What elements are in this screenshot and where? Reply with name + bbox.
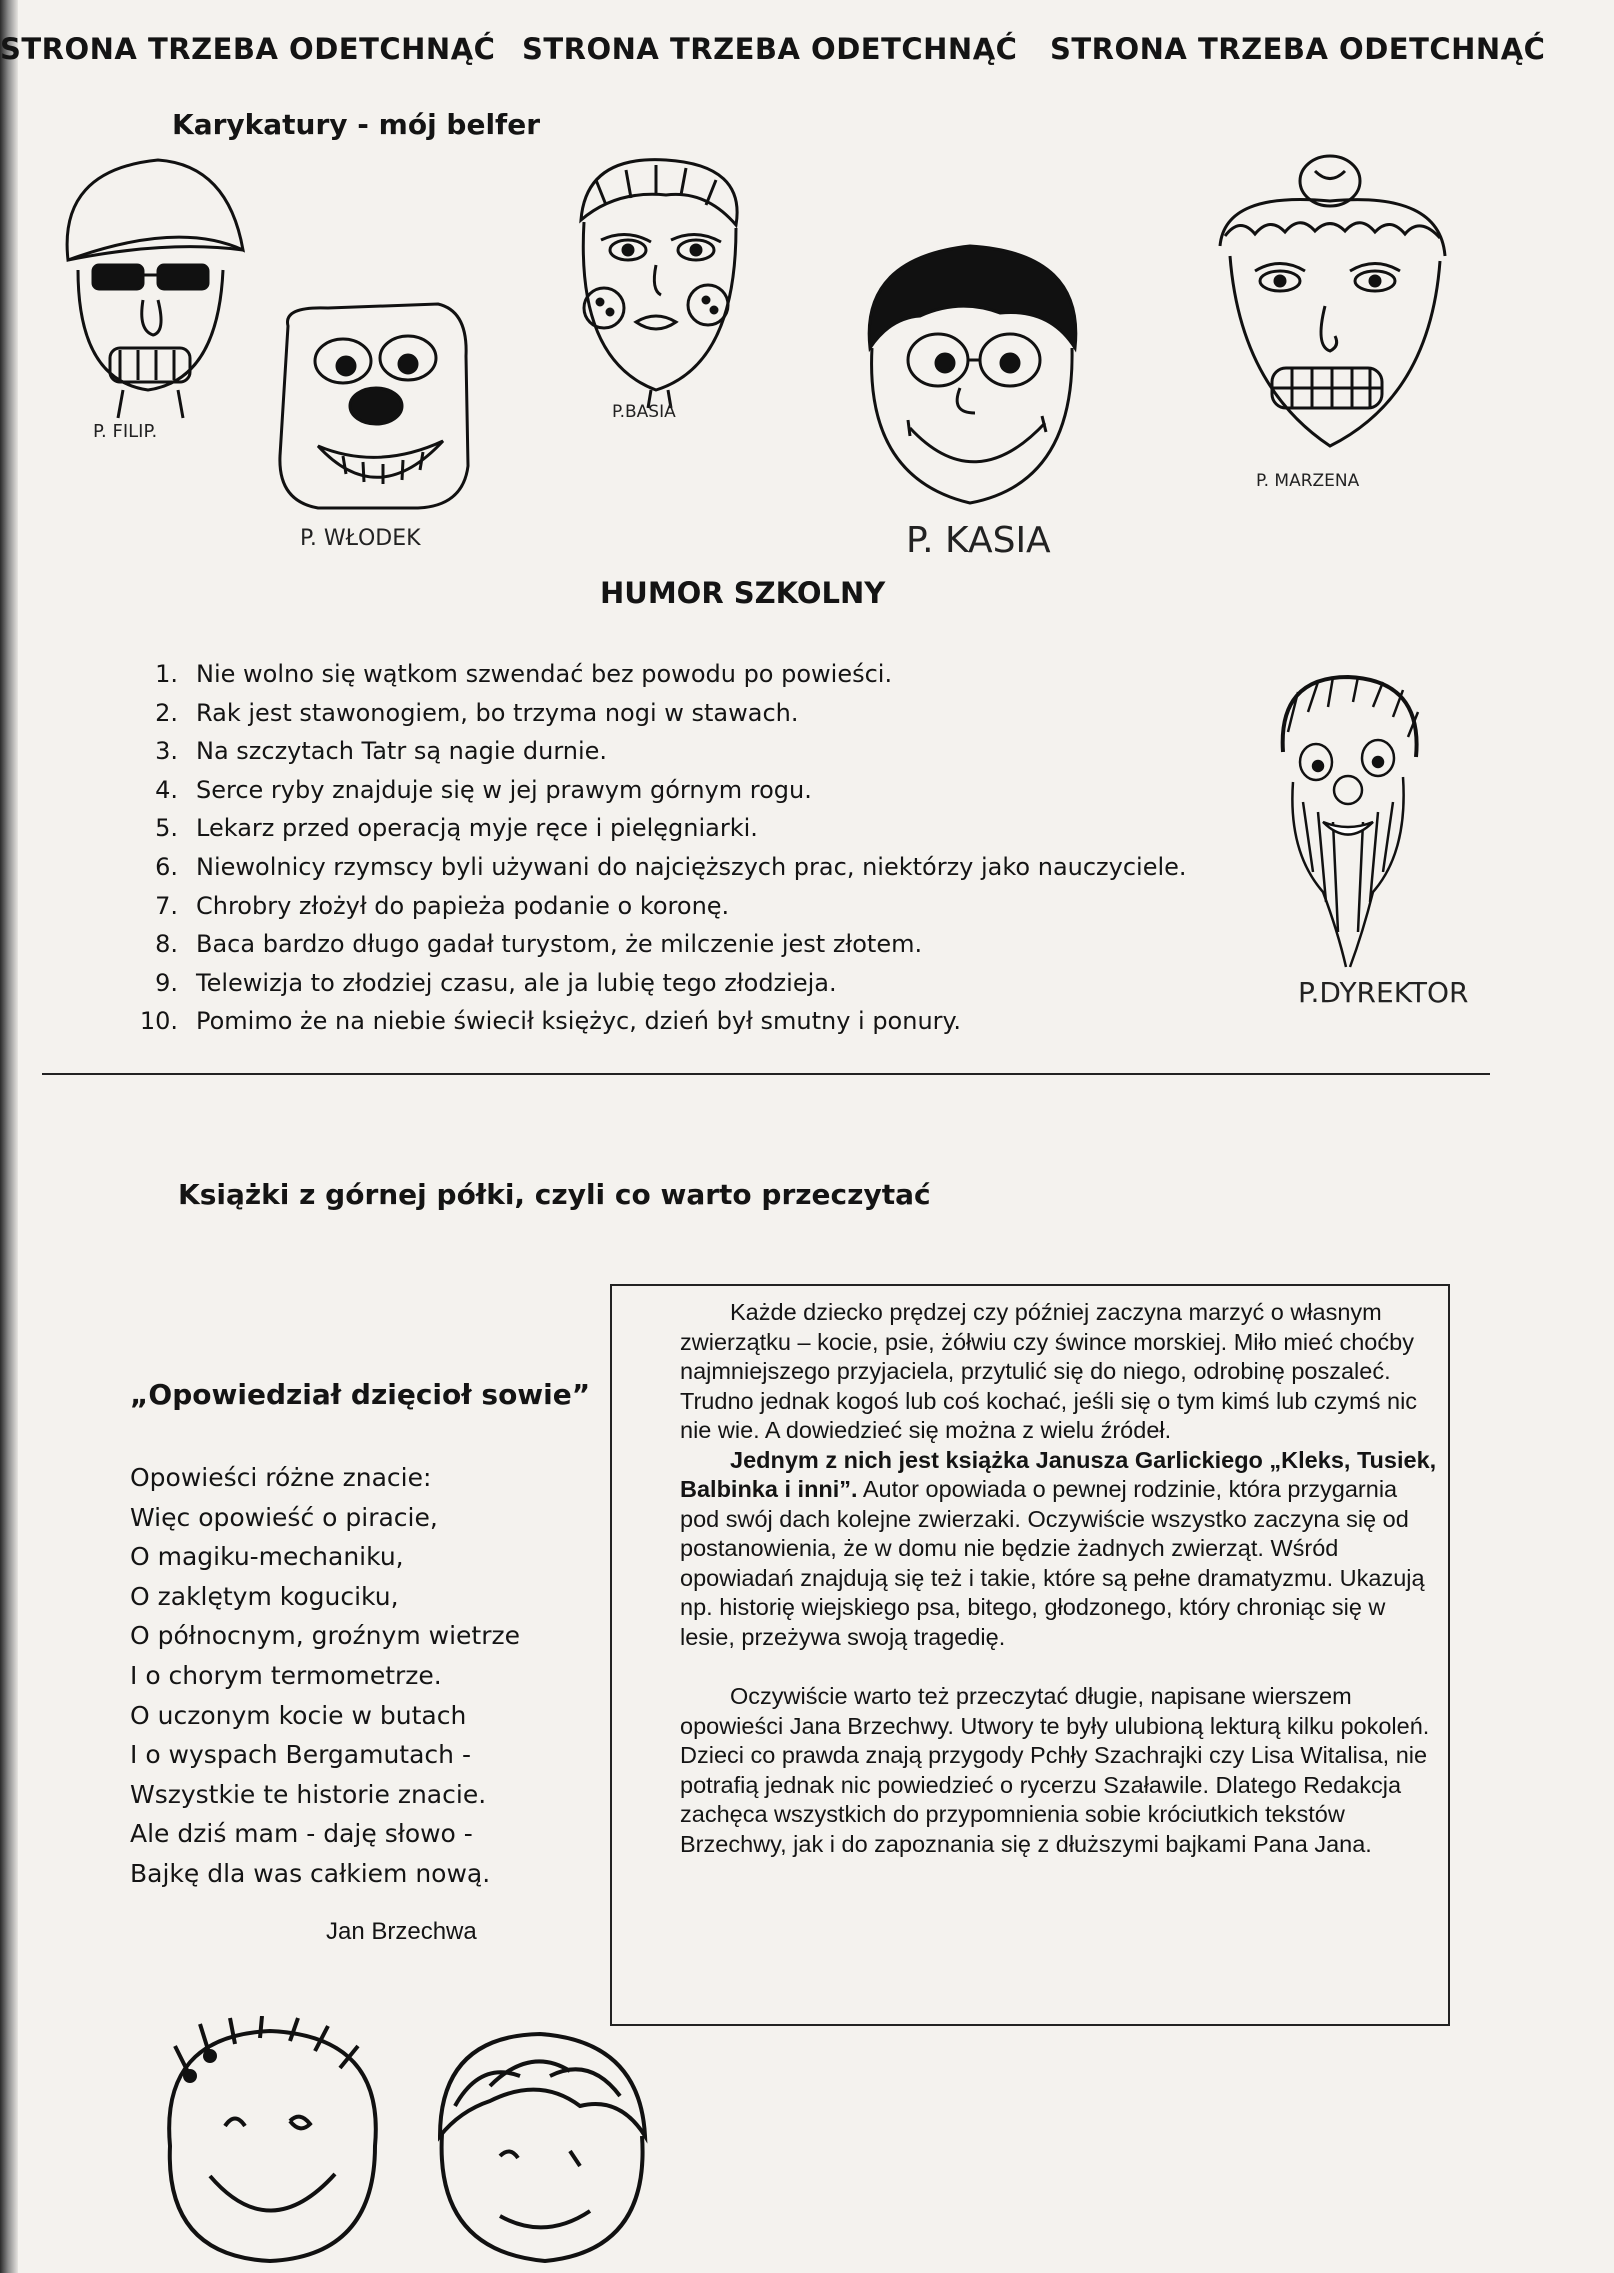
article-text [680,1298,1440,1859]
header-slogan-1: STRONA TRZEBA ODETCHNĄĆ [0,32,496,66]
kids-faces-drawing [150,2016,670,2266]
poem-line: O północnym, groźnym wietrze [130,1621,520,1651]
article-paragraph-3: Oczywiście warto też przeczytać długie, napisane wierszem opowieści Jana Brzechwy. Utwory te były ulubioną lekturą kilku pokoleń. Dzieci co prawda znają przygody Pchły Szachrajki czy Lisa Witalisa, nie potrafią jednak nic powiedzieć o rycerzu Szaławile. Dlatego Redakcja zachęca wszystkich do przypomnienia sobie króciutkich tekstów Brzechwy, jak i do zapoznania się z dłuższymi bajkami Pana Jana. [680,1683,1430,1857]
list-item: 5. Lekarz przed operacją myje ręce i pielęgniarki. [155,814,758,843]
caption-marzena: P. MARZENA [1256,471,1360,491]
caricature-wlodek-drawing [268,296,478,516]
caricature-dyrektor-drawing [1268,672,1428,972]
list-item: 3. Na szczytach Tatr są nagie durnie. [155,737,608,766]
list-item: 9. Telewizja to złodziej czasu, ale ja lubię tego złodzieja. [155,968,837,997]
poem-body [130,1458,520,1894]
caricatures-title: Karykatury - mój belfer [172,108,541,141]
article-book-highlight: Jednym z nich jest książka Janusza Garlickiego „Kleks, Tusiek, Balbinka i inni”. [680,1446,1437,1502]
caption-filip: P. FILIP. [93,421,158,442]
poem-line: I o wyspach Bergamutach - [130,1740,471,1770]
list-item: 8. Baca bardzo długo gadał turystom, że milczenie jest złotem. [155,930,923,959]
poem-line: Więc opowieść o piracie, [130,1502,438,1532]
list-item: 2. Rak jest stawonogiem, bo trzyma nogi w stawach. [155,698,799,727]
list-item: 4. Serce ryby znajduje się w jej prawym górnym rogu. [155,775,812,804]
poem-line: Bajkę dla was całkiem nową. [130,1858,491,1888]
caption-kasia: P. KASIA [906,520,1051,561]
poem-line: O uczonym kocie w butach [130,1700,467,1730]
poem-title: „Opowiedział dzięcioł sowie” [130,1378,591,1411]
list-item: 10. Pomimo że na niebie świecił księżyc, dzień był smutny i ponury. [139,1007,961,1036]
caption-dyrektor: P.DYREKTOR [1298,976,1469,1009]
caricature-filip-drawing [48,150,258,420]
books-title: Książki z górnej półki, czyli co warto przeczytać [178,1178,931,1211]
section-divider [42,1073,1490,1075]
page-edge-shadow [0,0,18,2273]
poem-line: I o chorym termometrze. [130,1660,442,1690]
poem-line: O magiku-mechaniku, [130,1542,404,1572]
caption-basia: P.BASIA [612,402,676,422]
list-item: 6. Niewolnicy rzymscy byli używani do najcięższych prac, niektórzy jako nauczyciele. [155,852,1187,881]
caption-wlodek: P. WŁODEK [300,526,421,551]
caricature-kasia-drawing [850,238,1090,518]
article-paragraph-1: Każde dziecko prędzej czy później zaczyna marzyć o własnym zwierzątku – kocie, psie, żółwiu czy śwince morskiej. Miło mieć choćby najmniejszego przyjaciela, przytulić się do niego, odrobinę poszaleć. Trudno jednak kogoś lub coś kochać, jeśli się o tym kimś lub czymś nic nie wie. A dowiedzieć się można z wielu źródeł. [680,1299,1418,1443]
article-paragraph-2: Jednym z nich jest książka Janusza Garlickiego „Kleks, Tusiek, Balbinka i inni”. Autor opowiada o pewnej rodzinie, która przygarnia pod swój dach kolejne zwierzaki. Oczywiście wszystko zaczyna się od postanowienia, że w domu nie będzie żadnych zwierząt. Wśród opowiadań znajdują się też i takie, które są pełne dramatyzmu. Ukazują np. historię wiejskiego psa, bitego, głodzonego, który chroniąc się w lesie, przeżywa swoją tragedię. [680,1446,1437,1650]
poem-line: Wszystkie te historie znacie. [130,1779,487,1809]
poem-author: Jan Brzechwa [326,1918,477,1945]
humor-title: HUMOR SZKOLNY [600,576,886,610]
header-slogan-3: STRONA TRZEBA ODETCHNĄĆ [1050,32,1546,66]
poem-line: O zaklętym koguciku, [130,1581,399,1611]
header-slogan-2: STRONA TRZEBA ODETCHNĄĆ [522,32,1018,66]
humor-list [120,655,1187,1041]
list-item: 7. Chrobry złożył do papieża podanie o koronę. [155,891,730,920]
caricature-marzena-drawing [1200,146,1460,466]
caricature-basia-drawing [556,150,756,410]
poem-line: Opowieści różne znacie: [130,1463,432,1492]
poem-line: Ale dziś mam - daję słowo - [130,1819,473,1849]
list-item: 1. Nie wolno się wątkom szwendać bez powodu po powieści. [155,660,893,688]
